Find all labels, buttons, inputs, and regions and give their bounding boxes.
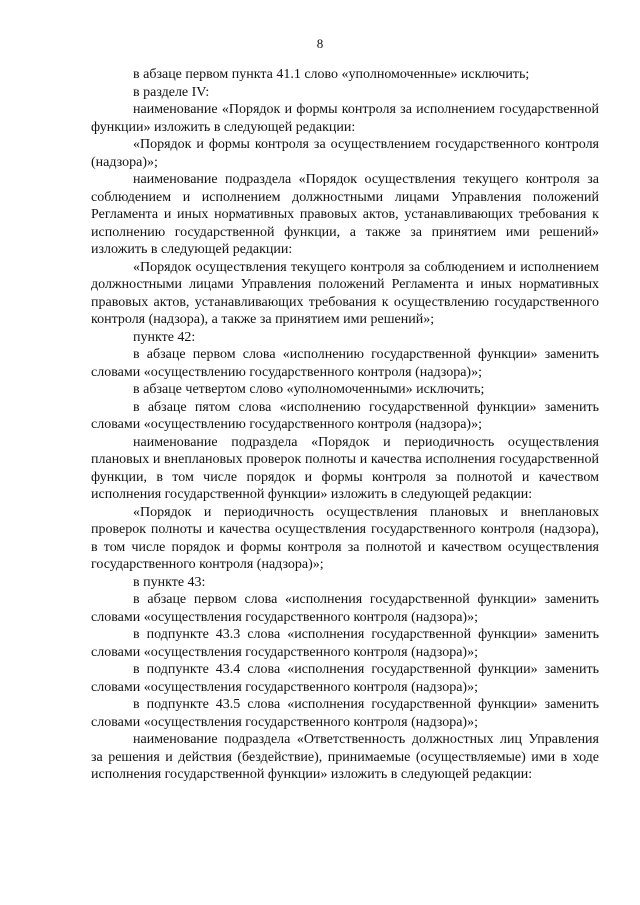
paragraph: в подпункте 43.4 слова «исполнения государственной функции» заменить словами «осуществления государственного контроля (надзора)»;	[91, 662, 599, 695]
paragraph: в абзаце первом слова «исполнению государственной функции» заменить словами «осуществлению государственного контроля (надзора)»;	[91, 347, 599, 380]
paragraph: в абзаце первом пункта 41.1 слово «уполномоченные» исключить;	[133, 67, 530, 82]
paragraph: в абзаце первом слова «исполнения государственной функции» заменить словами «осуществления государственного контроля (надзора)»;	[91, 592, 599, 625]
paragraph: наименование подраздела «Порядок и периодичность осуществления плановых и внеплановых проверок полноты и качества исполнения государственной функции, в том числе порядок и формы контроля за полнотой и качеством исполнения государственной функции» изложить в следующей редакции:	[91, 434, 599, 502]
paragraph: в абзаце четвертом слово «уполномоченными» исключить;	[133, 382, 485, 397]
paragraph: в подпункте 43.5 слова «исполнения государственной функции» заменить словами «осуществления государственного контроля (надзора)»;	[91, 697, 599, 730]
paragraph: наименование подраздела «Ответственность должностных лиц Управления за решения и действия (бездействие), принимаемые (осуществляемые) ими в ходе исполнения государственной функции» изложить в следующей редакции:	[91, 732, 599, 782]
paragraph: в разделе IV:	[133, 84, 210, 100]
paragraph: «Порядок и формы контроля за осуществлением государственного контроля (надзора)»;	[91, 137, 599, 170]
paragraph: в подпункте 43.3 слова «исполнения государственной функции» заменить словами «осуществления государственного контроля (надзора)»;	[91, 627, 599, 660]
document-body	[91, 66, 599, 784]
paragraph: в пункте 43:	[133, 574, 206, 590]
paragraph: «Порядок осуществления текущего контроля за соблюдением и исполнением должностными лицами Управления положений Регламента и иных нормативных правовых актов, устанавливающих требования к осуществлению государственного контроля (надзора), а также за принятием ими решений»;	[91, 259, 599, 327]
paragraph: наименование подраздела «Порядок осуществления текущего контроля за соблюдением и исполнением должностными лицами Управления положений Регламента и иных нормативных правовых актов, устанавливающих требования к исполнению государственной функции, а также за принятием ими решений» изложить в следующей редакции:	[91, 172, 599, 257]
paragraph: в абзаце пятом слова «исполнению государственной функции» заменить словами «осуществлению государственного контроля (надзора)»;	[91, 399, 599, 432]
paragraph: наименование «Порядок и формы контроля за исполнением государственной функции» изложить в следующей редакции:	[91, 102, 599, 135]
page-number: 8	[316, 36, 324, 51]
paragraph: «Порядок и периодичность осуществления плановых и внеплановых проверок полноты и качества осуществления государственного контроля (надзора), в том числе порядок и формы контроля за полнотой и качеством осуществления государственного контроля (надзора)»;	[91, 504, 599, 572]
paragraph: пункте 42:	[133, 329, 196, 345]
